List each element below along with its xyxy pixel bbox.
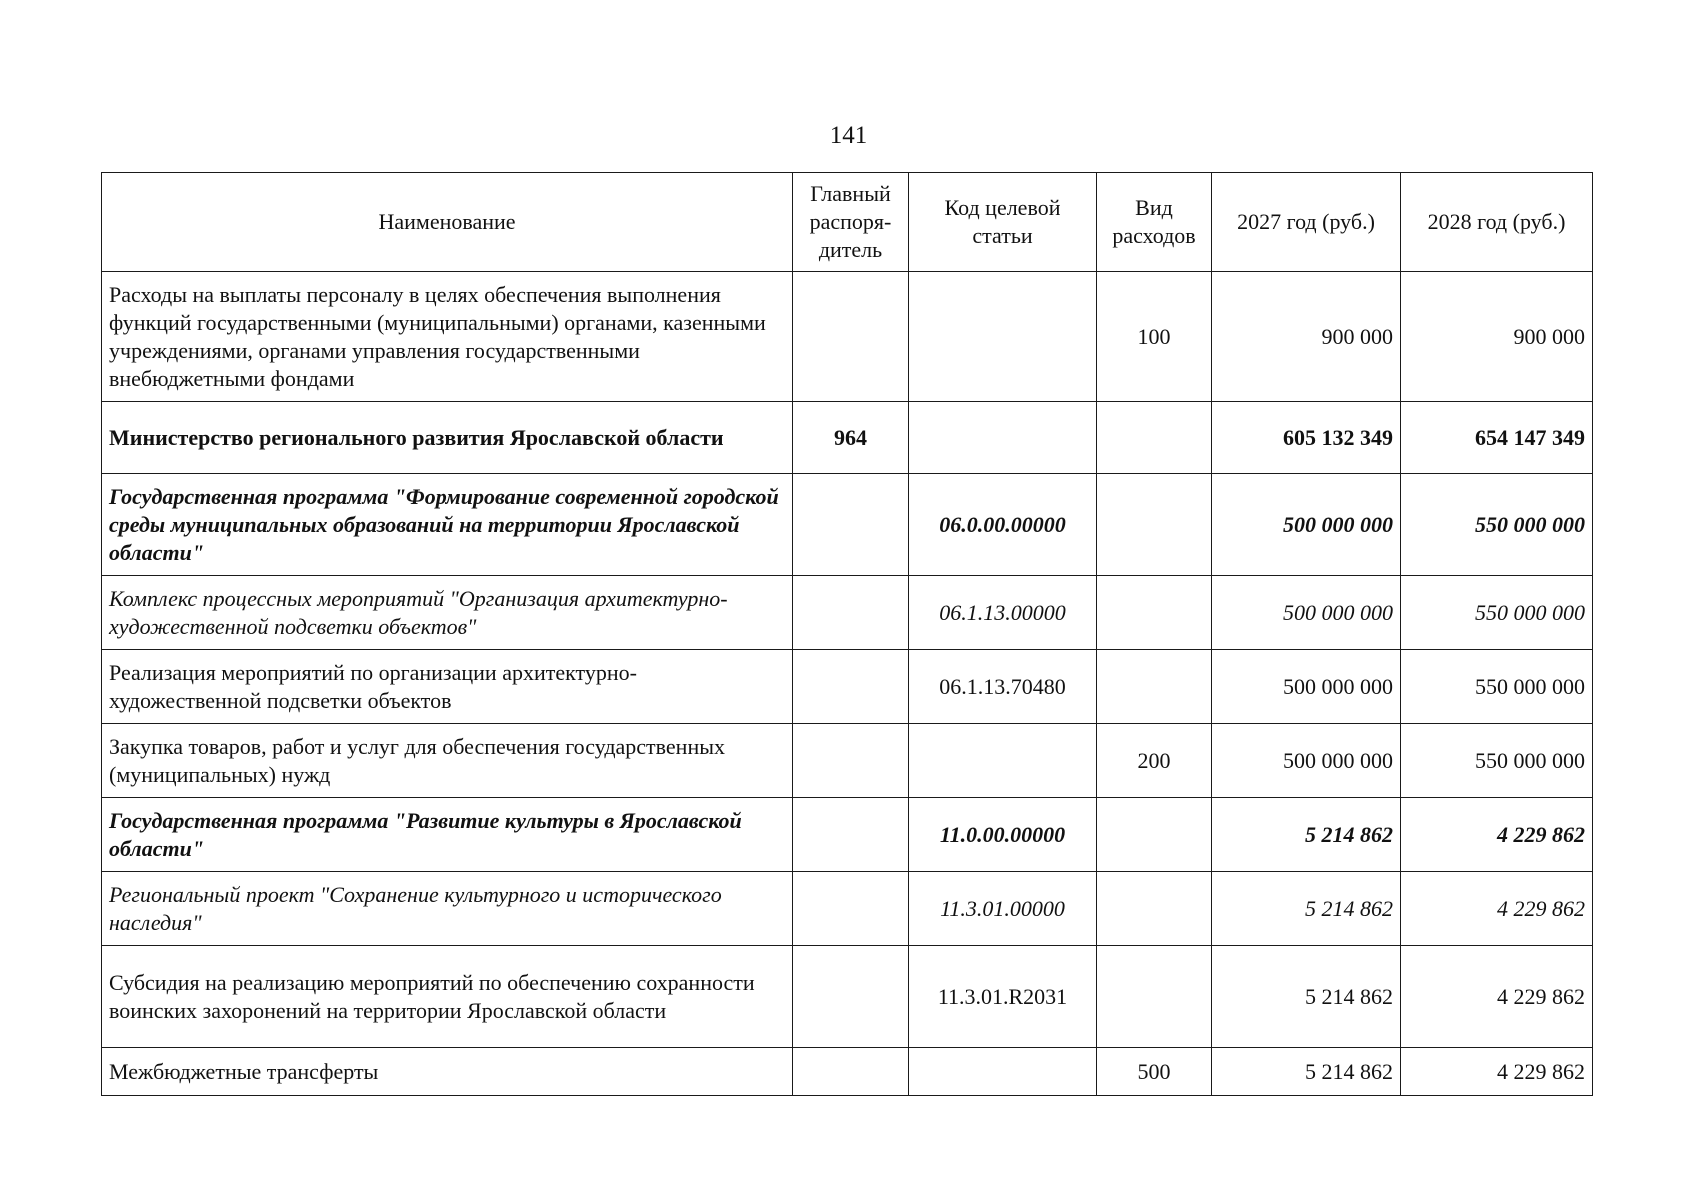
cell-2028: 4 229 862 — [1401, 946, 1593, 1048]
cell-2027: 605 132 349 — [1212, 402, 1401, 474]
cell-code — [909, 724, 1097, 798]
cell-2027: 5 214 862 — [1212, 1048, 1401, 1096]
cell-2028: 550 000 000 — [1401, 474, 1593, 576]
table-header-row — [102, 173, 1593, 272]
cell-type: 500 — [1097, 1048, 1212, 1096]
cell-type — [1097, 946, 1212, 1048]
header-2027: 2027 год (руб.) — [1212, 173, 1401, 272]
cell-admin — [793, 650, 909, 724]
cell-code — [909, 402, 1097, 474]
cell-type — [1097, 576, 1212, 650]
cell-admin — [793, 798, 909, 872]
cell-admin — [793, 724, 909, 798]
cell-code: 11.3.01.00000 — [909, 872, 1097, 946]
cell-2027: 5 214 862 — [1212, 872, 1401, 946]
budget-table — [101, 172, 1593, 1096]
header-type: Вид расходов — [1097, 173, 1212, 272]
cell-type: 100 — [1097, 272, 1212, 402]
cell-name: Региональный проект "Сохранение культурного и исторического наследия" — [102, 872, 793, 946]
cell-name: Закупка товаров, работ и услуг для обеспечения государственных (муниципальных) нужд — [102, 724, 793, 798]
cell-name: Государственная программа "Формирование современной городской среды муниципальных образований на территории Ярославской области" — [102, 474, 793, 576]
cell-2028: 4 229 862 — [1401, 1048, 1593, 1096]
table-row — [102, 272, 1593, 402]
cell-type — [1097, 650, 1212, 724]
table-row — [102, 576, 1593, 650]
cell-admin — [793, 872, 909, 946]
cell-name: Государственная программа "Развитие культуры в Ярославской области" — [102, 798, 793, 872]
cell-2028: 654 147 349 — [1401, 402, 1593, 474]
table-row — [102, 798, 1593, 872]
cell-type — [1097, 402, 1212, 474]
table-row — [102, 946, 1593, 1048]
cell-name: Расходы на выплаты персоналу в целях обеспечения выполнения функций государственными (муниципальными) органами, казенными учреждениями, органами управления государственными внебюджетными фондами — [102, 272, 793, 402]
cell-2028: 550 000 000 — [1401, 576, 1593, 650]
cell-admin — [793, 946, 909, 1048]
cell-2028: 900 000 — [1401, 272, 1593, 402]
cell-name: Министерство регионального развития Ярославской области — [102, 402, 793, 474]
table-row — [102, 724, 1593, 798]
cell-2028: 4 229 862 — [1401, 798, 1593, 872]
table-row — [102, 872, 1593, 946]
cell-name: Межбюджетные трансферты — [102, 1048, 793, 1096]
header-2028: 2028 год (руб.) — [1401, 173, 1593, 272]
cell-2027: 500 000 000 — [1212, 576, 1401, 650]
page-number: 141 — [829, 122, 868, 149]
cell-code: 06.1.13.70480 — [909, 650, 1097, 724]
cell-2028: 550 000 000 — [1401, 724, 1593, 798]
cell-admin: 964 — [793, 402, 909, 474]
header-admin: Главный распоря-дитель — [793, 173, 909, 272]
cell-type — [1097, 474, 1212, 576]
cell-type — [1097, 798, 1212, 872]
cell-2028: 550 000 000 — [1401, 650, 1593, 724]
header-name: Наименование — [102, 173, 793, 272]
cell-type: 200 — [1097, 724, 1212, 798]
cell-code: 11.0.00.00000 — [909, 798, 1097, 872]
cell-name: Субсидия на реализацию мероприятий по обеспечению сохранности воинских захоронений на территории Ярославской области — [102, 946, 793, 1048]
table-body — [102, 272, 1593, 1096]
cell-code — [909, 1048, 1097, 1096]
cell-2027: 5 214 862 — [1212, 798, 1401, 872]
cell-name: Реализация мероприятий по организации архитектурно-художественной подсветки объектов — [102, 650, 793, 724]
cell-code: 06.0.00.00000 — [909, 474, 1097, 576]
table-row — [102, 402, 1593, 474]
cell-2027: 900 000 — [1212, 272, 1401, 402]
cell-code: 11.3.01.R2031 — [909, 946, 1097, 1048]
cell-2027: 5 214 862 — [1212, 946, 1401, 1048]
table-row — [102, 1048, 1593, 1096]
cell-2028: 4 229 862 — [1401, 872, 1593, 946]
cell-code: 06.1.13.00000 — [909, 576, 1097, 650]
cell-2027: 500 000 000 — [1212, 650, 1401, 724]
cell-admin — [793, 474, 909, 576]
cell-admin — [793, 1048, 909, 1096]
cell-code — [909, 272, 1097, 402]
table-row — [102, 650, 1593, 724]
table-row — [102, 474, 1593, 576]
cell-admin — [793, 576, 909, 650]
cell-2027: 500 000 000 — [1212, 724, 1401, 798]
cell-name: Комплекс процессных мероприятий "Организация архитектурно-художественной подсветки объектов" — [102, 576, 793, 650]
header-code: Код целевой статьи — [909, 173, 1097, 272]
cell-admin — [793, 272, 909, 402]
cell-type — [1097, 872, 1212, 946]
cell-2027: 500 000 000 — [1212, 474, 1401, 576]
